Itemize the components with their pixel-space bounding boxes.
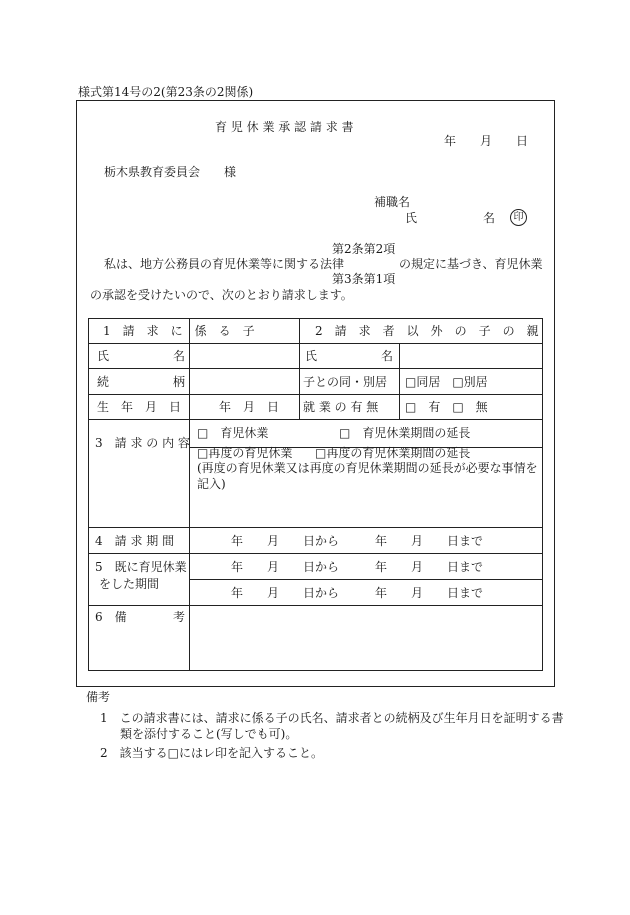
reason-note-2: 記入) [197,477,226,491]
header-child: 1 請 求 に 係 る 子 [103,324,255,338]
note-1-line-1: 1 この請求書には、請求に係る子の氏名、請求者との続柄及び生年月日を証明する書 [100,711,564,725]
relationship-label-2: 柄 [173,375,186,389]
form-title: 育 児 休 業 承 認 請 求 書 [215,120,354,134]
child-name-label-2: 名 [173,349,186,363]
article-lower: 第3条第1項 [332,272,396,286]
body-line1-start: 私は、地方公務員の育児休業等に関する法律 [104,257,345,271]
option-childcare-leave[interactable]: □ 育児休業 [197,426,269,440]
addressee: 栃木県教育委員会 様 [104,165,237,179]
employment-options[interactable]: □ 有 □ 無 [405,400,488,414]
date-month: 月 [480,134,493,148]
cohabitation-options[interactable]: □同居 □別居 [405,375,488,389]
seal-icon: 印 [510,209,527,226]
row-divider [89,394,542,395]
notes-heading: 備考 [86,690,111,704]
note-2: 2 該当する□にはレ印を記入すること。 [100,746,323,760]
date-day: 日 [516,134,529,148]
date-year: 年 [444,134,457,148]
past-leave-label-2: をした期間 [99,577,160,591]
option-leave-extension[interactable]: □ 育児休業期間の延長 [339,426,471,440]
form-number: 様式第14号の2(第23条の2関係) [78,85,254,99]
relationship-label-1: 続 [97,375,110,389]
parent-name-label-1: 氏 [305,349,318,363]
reason-note-1: (再度の育児休業又は再度の育児休業期間の延長が必要な事情を [197,461,538,475]
col-divider [299,319,300,419]
option-repeat-leave[interactable]: □再度の育児休業 [197,446,293,460]
request-period-label: 4 請 求 期 間 [95,534,175,548]
parent-name-label-2: 名 [381,349,394,363]
child-name-label-1: 氏 [97,349,110,363]
request-period-value: 年 月 日から 年 月 日まで [231,534,484,548]
birthdate-label: 生 年 月 日 [97,400,182,414]
row-divider [89,343,542,344]
birthdate-value: 年 月 日 [219,400,280,414]
remarks-label-2: 考 [173,610,186,624]
past-leave-label-1: 5 既に育児休業 [95,560,187,574]
position-label: 補職名 [374,195,411,209]
col-divider [399,343,400,419]
row-divider [89,553,542,554]
header-other-parent: 2 請 求 者 以 外 の 子 の 親 [315,324,539,338]
name-label-2: 名 [483,211,496,225]
row-divider [189,579,542,580]
note-1-line-2: 類を添付すること(写しでも可)。 [120,727,298,741]
employment-label: 就 業 の 有 無 [303,400,379,414]
seal-mark [510,209,527,226]
row-divider [89,368,542,369]
col-divider [189,319,190,670]
request-content-label: 3 請 求 の 内 容 [95,436,190,450]
name-label-1: 氏 [405,211,418,225]
row-divider [89,419,542,420]
past-leave-period-1: 年 月 日から 年 月 日まで [231,560,484,574]
remarks-label-1: 6 備 [95,610,127,624]
row-divider [89,605,542,606]
past-leave-period-2: 年 月 日から 年 月 日まで [231,586,484,600]
body-line1-end: の規定に基づき、育児休業 [399,257,543,271]
body-line2: の承認を受けたいので、次のとおり請求します。 [90,288,353,302]
article-upper: 第2条第2項 [332,242,396,256]
row-divider [89,527,542,528]
cohabitation-label: 子との同・別居 [303,375,388,389]
request-table [88,318,543,671]
option-repeat-extension[interactable]: □再度の育児休業期間の延長 [315,446,471,460]
